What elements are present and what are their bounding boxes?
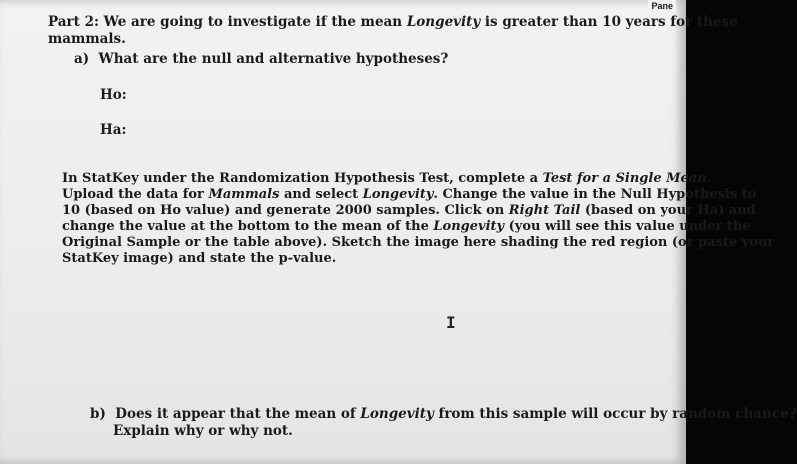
instr-l3-a: 10 (based on Ho value) and generate 2000 samples. Click on bbox=[62, 203, 509, 218]
question-a-text: What are the null and alternative hypotheses? bbox=[98, 51, 449, 67]
question-b-label: b) bbox=[90, 406, 106, 422]
instr-l4-a: change the value at the bottom to the mean of the bbox=[62, 219, 434, 234]
instructions-line-5: Original Sample or the table above). Sketch the image here shading the red region (or paste your bbox=[62, 235, 775, 250]
null-hypothesis-label: Ho: bbox=[100, 87, 127, 103]
instr-l1-a: In StatKey under the bbox=[62, 171, 220, 186]
instr-l2-d: Longevity bbox=[362, 187, 434, 202]
question-b-variable: Longevity bbox=[360, 406, 434, 422]
instructions-line-1 bbox=[62, 171, 774, 187]
instructions-paragraph bbox=[62, 171, 774, 267]
part2-variable: Longevity bbox=[406, 14, 481, 30]
instr-l2-c: and select bbox=[279, 187, 363, 202]
question-a bbox=[74, 51, 448, 68]
instr-l2-a: Upload the data for bbox=[62, 187, 209, 202]
instr-l1-d: Test for a Single Mean. bbox=[542, 171, 712, 186]
question-b-line2: Explain why or why not. bbox=[113, 423, 293, 439]
part2-heading-line2: mammals. bbox=[48, 31, 126, 47]
part2-label: Part 2: bbox=[48, 14, 99, 30]
instructions-line-3 bbox=[62, 203, 774, 219]
instr-l4-c: (you will see this value under the bbox=[504, 219, 751, 234]
question-b-text-c: from this sample will occur by random chance? bbox=[433, 406, 797, 422]
part2-heading-line1 bbox=[48, 14, 738, 31]
instr-l1-b: Randomization Hypothesis Test bbox=[219, 171, 450, 186]
instr-l3-b: Right Tail bbox=[508, 203, 581, 218]
instr-l1-c: , complete a bbox=[449, 171, 543, 186]
instr-l2-e: . Change the value in the Null Hypothesis to bbox=[433, 187, 757, 202]
question-b-text-a: Does it appear that the mean of bbox=[115, 406, 361, 422]
instr-l2-b: Mammals bbox=[208, 187, 280, 202]
instr-l3-c: (based on your Ha) and bbox=[580, 203, 756, 218]
instructions-line-2 bbox=[62, 187, 774, 203]
part2-text: We are going to investigate if the mean bbox=[98, 14, 407, 30]
pane-label[interactable]: Pane bbox=[648, 0, 676, 12]
alternative-hypothesis-label: Ha: bbox=[100, 122, 127, 138]
question-a-label: a) bbox=[74, 51, 90, 67]
instructions-line-4 bbox=[62, 219, 774, 235]
part2-text-end: is greater than 10 years for these bbox=[480, 14, 738, 30]
instructions-line-6: StatKey image) and state the p-value. bbox=[62, 251, 337, 266]
instr-l4-b: Longevity bbox=[433, 219, 505, 234]
text-cursor-icon: I bbox=[446, 313, 456, 332]
question-b bbox=[90, 406, 797, 423]
